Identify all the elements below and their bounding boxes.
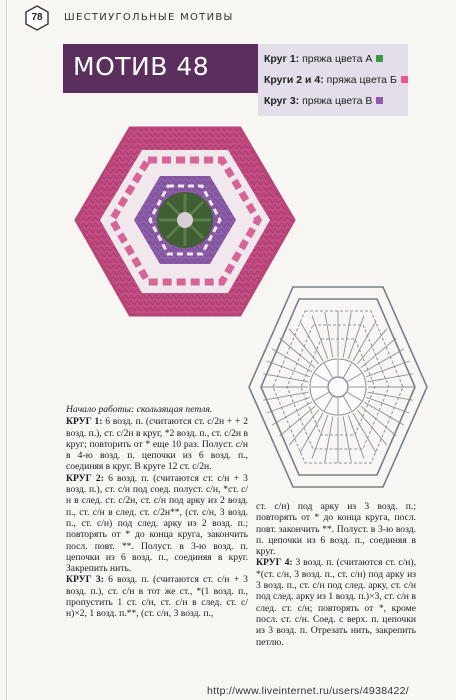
yarn-text: пряжа цвета В: [302, 95, 373, 107]
chart-stitch-line: [348, 316, 364, 359]
yarn-legend: [258, 44, 408, 116]
color-swatch: [376, 97, 383, 104]
chart-stitch-line: [312, 415, 328, 458]
chart-stitch-line: [366, 361, 409, 377]
color-swatch: [401, 76, 408, 83]
round-1: [66, 416, 248, 472]
title-band: [63, 44, 258, 92]
chart-stitch-line: [343, 312, 351, 357]
round-text: 6 возд. п. (считаются ст. с/н + 3 возд. п.), ст. с/н в тот же ст., *(1 возд. п., пропустить 1 ст. с/н, ст. с/н в след. ст. с/н)×2, 1 возд. п.**, (ст. с/н, 3 возд. п.,: [66, 574, 248, 620]
instructions-left-column: [66, 404, 248, 620]
instructions-right-column: [256, 501, 416, 648]
yarn-row-3: [264, 95, 383, 107]
crochet-chart: [247, 283, 429, 491]
yarn-label: Круги 2 и 4:: [264, 74, 324, 86]
yarn-label: Круг 3:: [264, 95, 300, 107]
chart-stitch-line: [267, 397, 310, 413]
round-label: КРУГ 1:: [66, 416, 103, 428]
start-instruction: Начало работы: скользящая петля.: [66, 404, 213, 415]
chart-stitch-line: [325, 312, 333, 357]
chart-stitch-line: [267, 361, 310, 377]
yarn-text: пряжа цвета А: [302, 53, 373, 65]
chart-stitch-line: [343, 417, 351, 462]
chart-stitch-line: [325, 417, 333, 462]
yarn-text: пряжа цвета Б: [326, 74, 397, 86]
chart-stitch-line: [368, 374, 413, 382]
yarn-row-1: [264, 53, 383, 65]
yarn-label: Круг 1:: [264, 53, 300, 65]
round-label: КРУГ 4:: [256, 557, 293, 569]
title-underline: [63, 92, 258, 93]
round-3: [66, 574, 248, 619]
page-number-badge: [24, 5, 50, 31]
round-text: 6 возд. п. (считаются ст. с/н + 3 возд. п.), ст. с/н под соед. полуст. с/н, *ст. с/н в след. ст. с/2н, ст. с/н под арку из 2 возд. п., ст. с/н в след. ст. с/2н**, (ст. с/н, 3 возд. п., ст. с/н) под след. арку из 2 возд. п.; повторять от * до конца круга, закончить посл. повт. **. Полуст. в 3-ю возд. п. цепочки из 6 возд. п., соединяя в круг. Закрепить нить.: [66, 472, 248, 575]
round-text: 3 возд. п. (считаются ст. с/н), *(ст. с/н, 3 возд. п., ст. с/н) под арку из 3 возд. п., ст. с/н под след. арку, ст. с/н под след. арку из 1 возд. п.)×3, ст. с/н в след. ст. с/н; повторять от *, кроме посл. ст. с/н. Соед. с верх. п. цепочки из 3 возд. п. Отрезать нить, закрепить петлю.: [256, 557, 416, 648]
chart-stitch-line: [348, 415, 364, 458]
round-4: [256, 557, 416, 647]
round-label: КРУГ 2:: [66, 472, 104, 484]
page-edge-shadow: [6, 0, 7, 700]
motif-title: МОТИВ 48: [73, 52, 210, 81]
running-head: ШЕСТИУГОЛЬНЫЕ МОТИВЫ: [64, 12, 234, 23]
round-text: 6 возд. п. (считаются ст. с/2н + + 2 возд. п.), ст. с/2н в круг, *2 возд. п., ст. с/2н в круг; повторить от * еще 10 раз. Полуст. с/н в 4-ю возд. п. цепочки из 6 возд. п., соединяя в круг. В круге 12 ст. с/2н.: [66, 416, 248, 473]
chart-stitch-line: [263, 374, 308, 382]
footer-url: http://www.liveinternet.ru/users/4938422/: [207, 685, 409, 697]
round-3-continued: ст. с/н) под арку из 3 возд. п.; повторять от * до конца круга, посл. повт. закончить **. Полуст. в 3-ю возд. п. цепочки из 6 возд. п., соединяя в круг.: [256, 501, 416, 558]
color-swatch: [376, 55, 383, 62]
round-2: [66, 473, 248, 575]
yarn-row-2: [264, 74, 408, 86]
round-label: КРУГ 3:: [66, 574, 104, 586]
page-number: 78: [31, 12, 43, 23]
chart-stitch-line: [368, 392, 413, 400]
chart-stitch-line: [263, 392, 308, 400]
chart-stitch-line: [366, 397, 409, 413]
chart-stitch-line: [312, 316, 328, 359]
